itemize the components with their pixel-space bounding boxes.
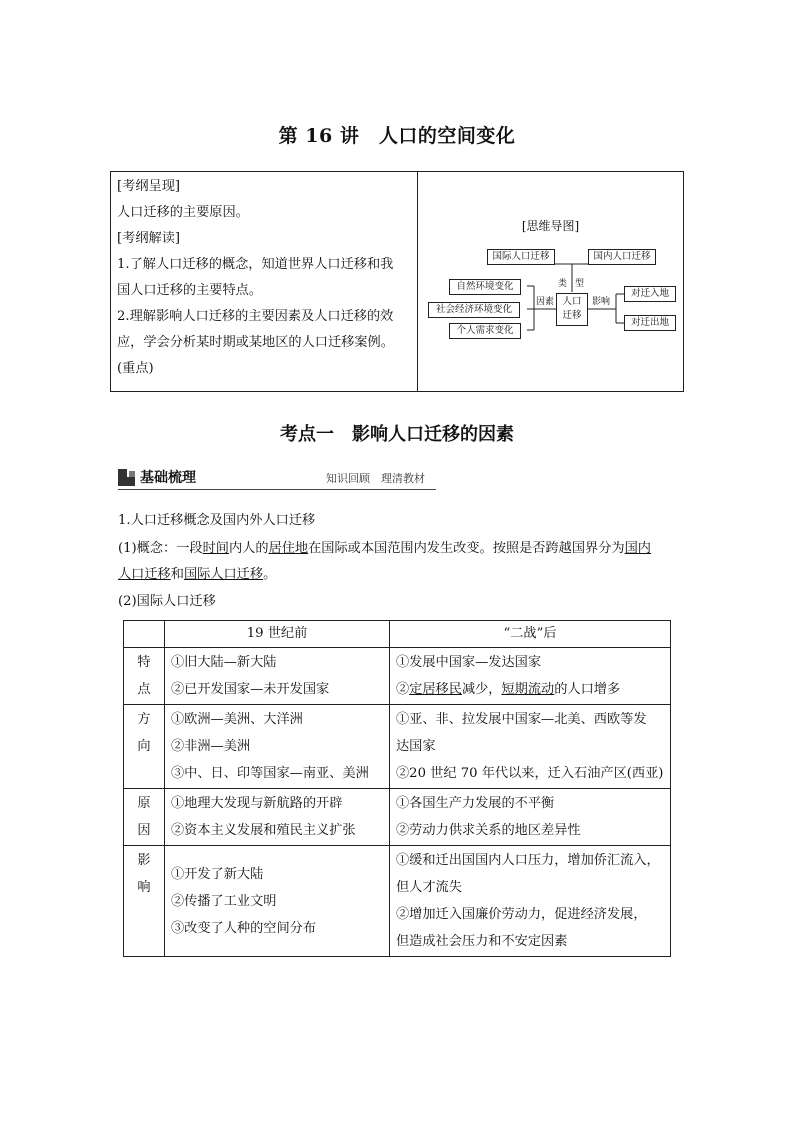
syllabus-text xyxy=(111,172,418,391)
table-cell: ①各国生产力发展的不平衡 ②劳动力供求关系的地区差异性 xyxy=(390,789,671,846)
mind-map xyxy=(418,172,683,391)
mind-map-title: [思维导图] xyxy=(521,219,580,233)
table-cell: ①欧洲—美洲、大洋洲 ②非洲—美洲 ③中、日、印等国家—南亚、美洲 xyxy=(165,705,390,789)
page-title: 第 16 讲 人口的空间变化 xyxy=(278,125,516,147)
population-migration-center xyxy=(556,293,588,326)
origin-impact-box: 对迁出地 xyxy=(624,315,676,331)
interpretation-line: 1.了解人口迁移的概念，知道世界人口迁移和我 xyxy=(117,257,394,272)
intl-migration-table xyxy=(123,620,671,957)
interpretation-line: 2.理解影响人口迁移的主要因素及人口迁移的效 xyxy=(117,309,394,324)
basic-review-header xyxy=(118,466,436,492)
basic-review-label: 基础梳理 xyxy=(140,470,196,486)
table-cell: ①发展中国家—发达国家 ②定居移民减少，短期流动的人口增多 xyxy=(390,648,671,705)
center-label-b: 迁移 xyxy=(562,310,582,321)
factor-label: 因素 xyxy=(536,297,555,307)
interpretation-line: 国人口迁移的主要特点。 xyxy=(117,283,263,298)
domestic-migration-box: 国内人口迁移 xyxy=(588,249,656,265)
table-cell: ①亚、非、拉发展中国家—北美、西欧等发 达国家 ②20 世纪 70 年代以来，迁入石油产区(西亚) xyxy=(390,705,671,789)
table-cell: ①缓和迁出国国内人口压力，增加侨汇流入， 但人才流失 ②增加迁入国廉价劳动力，促进经济发展， 但造成社会压力和不安定因素 xyxy=(390,846,671,957)
concept-heading: 1.人口迁移概念及国内外人口迁移 xyxy=(118,513,316,528)
column-header: 19 世纪前 xyxy=(165,621,390,648)
syllabus-header: [考纲呈现] xyxy=(117,179,181,194)
table-cell: ①开发了新大陆 ②传播了工业文明 ③改变了人种的空间分布 xyxy=(165,846,390,957)
divider xyxy=(118,489,436,490)
center-label-a: 人口 xyxy=(562,296,582,307)
table-row xyxy=(124,846,671,957)
table-cell: ①旧大陆—新大陆 ②已开发国家—未开发国家 xyxy=(165,648,390,705)
socio-economic-change-box: 社会经济环境变化 xyxy=(428,302,520,318)
concept-paragraph: (1)概念：一段时间内人的居住地在国际或本国范围内发生改变。按照是否跨越国界分为国内 xyxy=(118,541,651,556)
row-header: 特 点 xyxy=(124,648,165,705)
column-header: “二战”后 xyxy=(390,621,671,648)
interpretation-header: [考纲解读] xyxy=(117,231,181,246)
section-title: 考点一 影响人口迁移的因素 xyxy=(280,424,514,445)
basic-review-subtitle: 知识回顾 理清教材 xyxy=(326,472,425,485)
interpretation-line: 应，学会分析某时期或某地区的人口迁移案例。 xyxy=(117,335,394,350)
destination-impact-box: 对迁入地 xyxy=(624,286,676,302)
corner-cell xyxy=(124,621,165,648)
table-header-row xyxy=(124,621,671,648)
syllabus-line: 人口迁移的主要原因。 xyxy=(117,205,249,220)
personal-need-change-box: 个人需求变化 xyxy=(449,323,521,339)
type-label-a: 类 xyxy=(558,279,568,289)
intl-migration-heading: (2)国际人口迁移 xyxy=(118,594,216,609)
row-header: 影 响 xyxy=(124,846,165,957)
table-row xyxy=(124,789,671,846)
nature-change-box: 自然环境变化 xyxy=(449,279,521,295)
row-header: 原 因 xyxy=(124,789,165,846)
block-icon xyxy=(118,469,135,486)
table-cell: ①地理大发现与新航路的开辟 ②资本主义发展和殖民主义扩张 xyxy=(165,789,390,846)
intl-migration-box: 国际人口迁移 xyxy=(487,249,555,265)
syllabus-box xyxy=(110,171,684,392)
row-header: 方 向 xyxy=(124,705,165,789)
table-row xyxy=(124,705,671,789)
impact-label: 影响 xyxy=(592,297,611,307)
table-row xyxy=(124,648,671,705)
concept-paragraph-cont: 人口迁移和国际人口迁移。 xyxy=(118,567,277,582)
type-label-b: 型 xyxy=(575,279,585,289)
interpretation-line: (重点) xyxy=(117,361,154,376)
